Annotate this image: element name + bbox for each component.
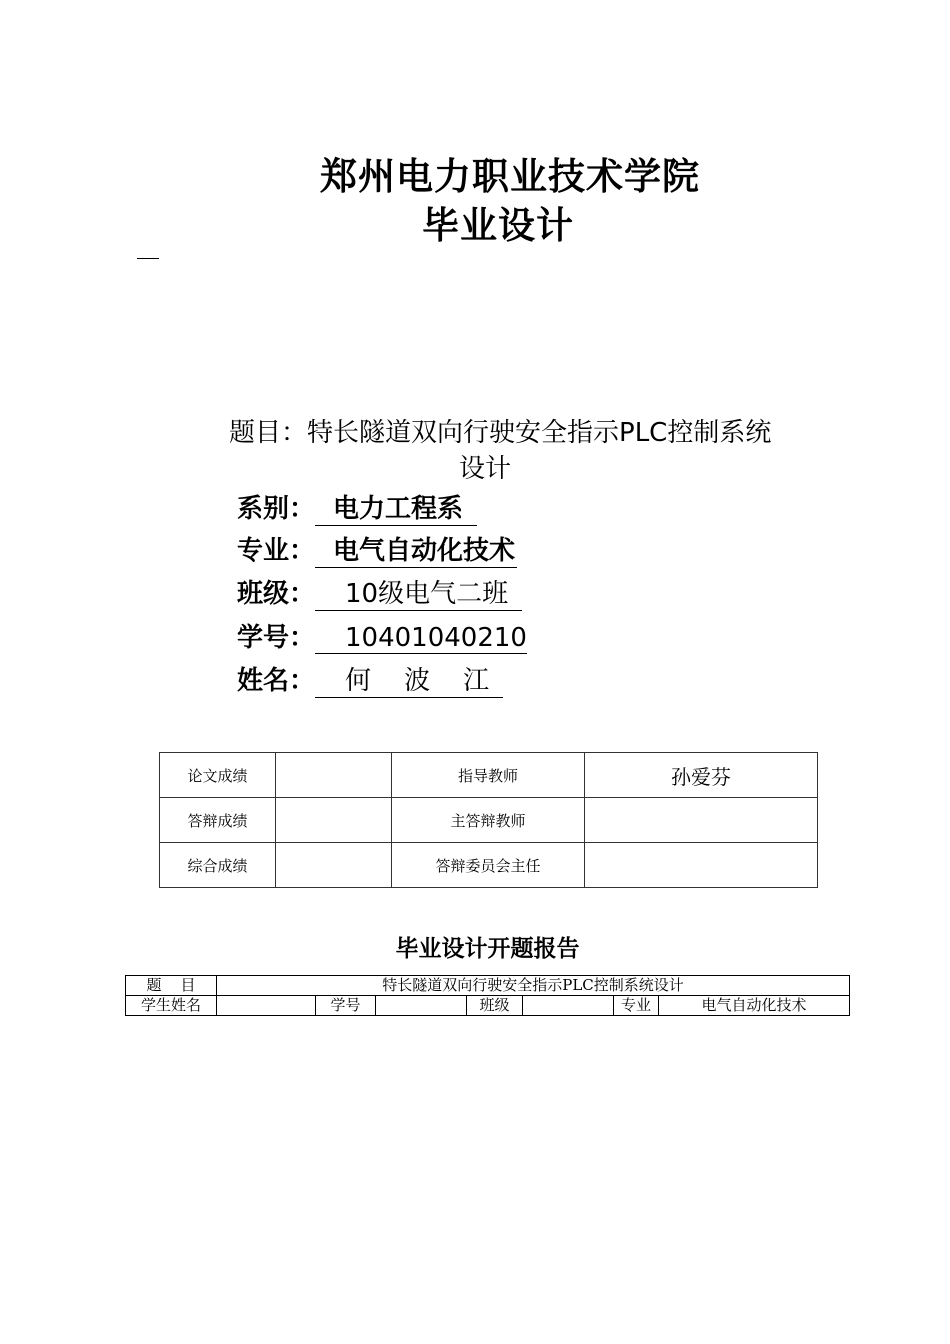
table-row — [160, 843, 818, 888]
report-table — [125, 975, 850, 1016]
student-id-label: 学号： — [237, 623, 316, 653]
chief-examiner-label: 主答辩教师 — [392, 798, 585, 843]
major-row — [237, 530, 517, 566]
department-value: 电力工程系 — [315, 488, 477, 526]
grade-value-defense — [276, 798, 392, 843]
chief-examiner-value — [585, 798, 818, 843]
report-class-label: 班级 — [467, 996, 523, 1016]
topic-label: 题目： — [229, 418, 308, 448]
grade-label-thesis: 论文成绩 — [160, 753, 276, 798]
table-row — [160, 753, 818, 798]
department-label: 系别： — [237, 494, 316, 524]
major-value: 电气自动化技术 — [315, 530, 517, 568]
report-title: 毕业设计开题报告 — [395, 936, 580, 962]
report-student-name-label: 学生姓名 — [126, 996, 217, 1016]
report-major-value: 电气自动化技术 — [659, 996, 850, 1016]
advisor-value: 孙爱芬 — [585, 753, 818, 798]
report-student-id-label: 学号 — [316, 996, 376, 1016]
class-row — [237, 573, 522, 609]
student-id-row — [237, 617, 527, 653]
report-student-id-value — [376, 996, 467, 1016]
department-row — [237, 488, 477, 524]
report-major-label: 专业 — [614, 996, 659, 1016]
class-value: 10级电气二班 — [315, 573, 522, 611]
report-topic-value: 特长隧道双向行驶安全指示PLC控制系统设计 — [217, 976, 850, 996]
topic-value: 特长隧道双向行驶安全指示PLC控制系统 — [307, 418, 772, 448]
table-row — [160, 798, 818, 843]
name-row — [237, 660, 503, 696]
topic-value-continued: 设计 — [459, 454, 512, 484]
table-row — [126, 976, 850, 996]
name-value: 何 波 江 — [315, 660, 503, 698]
grade-value-overall — [276, 843, 392, 888]
major-label: 专业： — [237, 536, 316, 566]
report-class-value — [523, 996, 614, 1016]
grade-value-thesis — [276, 753, 392, 798]
committee-chair-value — [585, 843, 818, 888]
name-label: 姓名： — [237, 666, 316, 696]
advisor-label: 指导教师 — [392, 753, 585, 798]
report-student-name-value — [217, 996, 316, 1016]
grade-label-defense: 答辩成绩 — [160, 798, 276, 843]
committee-chair-label: 答辩委员会主任 — [392, 843, 585, 888]
grade-label-overall: 综合成绩 — [160, 843, 276, 888]
document-type: 毕业设计 — [422, 203, 574, 247]
short-underline — [137, 258, 159, 259]
report-topic-label: 题 目 — [126, 976, 217, 996]
table-row — [126, 996, 850, 1016]
grade-table — [159, 752, 818, 888]
class-label: 班级： — [237, 579, 316, 609]
topic-line — [229, 412, 771, 449]
school-name: 郑州电力职业技术学院 — [320, 154, 700, 198]
student-id-value: 10401040210 — [315, 623, 527, 654]
